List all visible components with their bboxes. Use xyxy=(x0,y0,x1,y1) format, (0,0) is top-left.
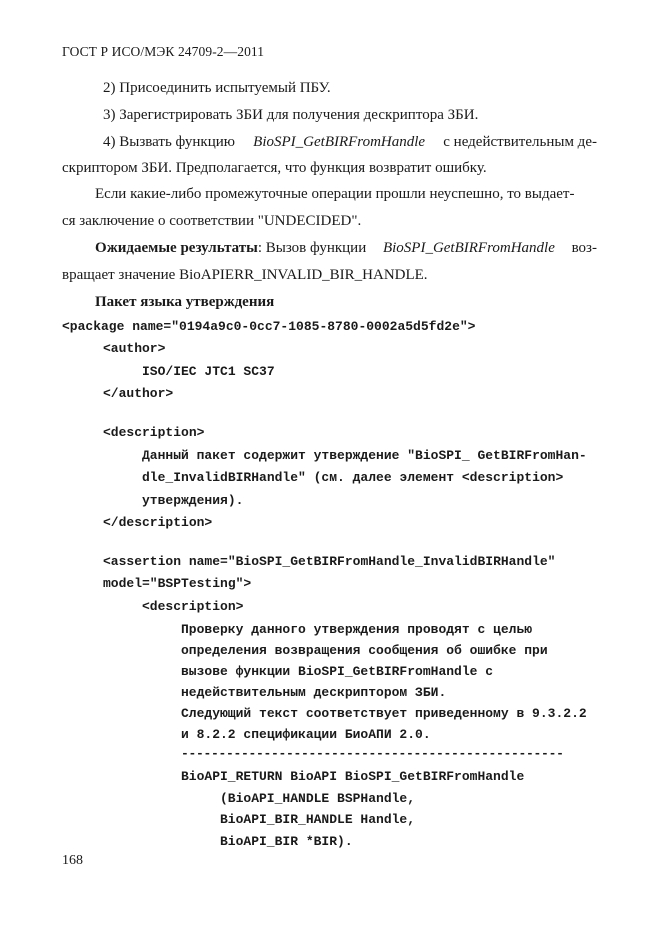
code-description-close: </description> xyxy=(103,515,213,530)
code-author-close: </author> xyxy=(103,386,174,401)
code-signature-line-2: (BioAPI_HANDLE BSPHandle, xyxy=(220,791,416,806)
code-author-value: ISO/IEC JTC1 SC37 xyxy=(142,364,275,379)
step-2: 2) Присоединить испытуемый ПБУ. xyxy=(103,80,331,96)
code-assertion-open: <assertion name="BioSPI_GetBIRFromHandle_InvalidBIRHandle" xyxy=(103,554,556,569)
expected-results-mid: : Вызов функции xyxy=(257,240,367,256)
code-separator-line: --------------------------------------------------- xyxy=(181,746,564,761)
code-assertion-model: model="BSPTesting"> xyxy=(103,576,252,591)
step-3: 3) Зарегистрировать ЗБИ для получения дескриптора ЗБИ. xyxy=(103,107,479,123)
code-author-open: <author> xyxy=(103,341,166,356)
code-description-line-2: dle_InvalidBIRHandle" (см. далее элемент <description> xyxy=(142,470,564,485)
expected-results-label: Ожидаемые результаты xyxy=(95,240,258,256)
expected-results-function: BioSPI_GetBIRFromHandle xyxy=(382,240,555,256)
step-4-suffix: с недействительным де- xyxy=(443,134,597,150)
step-4-line-2: скриптором ЗБИ. Предполагается, что функция возвратит ошибку. xyxy=(62,160,487,176)
code-assertion-text-3: вызове функции BioSPI_GetBIRFromHandle с xyxy=(181,664,494,679)
code-description-open: <description> xyxy=(103,425,205,440)
step-4-prefix: 4) Вызвать функцию xyxy=(103,134,235,150)
expected-results-line-2: вращает значение BioAPIERR_INVALID_BIR_HANDLE. xyxy=(62,267,428,283)
code-assertion-text-6: и 8.2.2 спецификации БиоАПИ 2.0. xyxy=(181,727,431,742)
code-assertion-text-2: определения возвращения сообщения об ошибке при xyxy=(181,643,548,658)
code-package-open: <package name="0194a9c0-0cc7-1085-8780-0002a5d5fd2e"> xyxy=(62,319,476,334)
code-signature-line-1: BioAPI_RETURN BioAPI BioSPI_GetBIRFromHandle xyxy=(181,769,525,784)
undecided-line-2: ся заключение о соответствии "UNDECIDED". xyxy=(62,213,362,229)
code-description-line-1: Данный пакет содержит утверждение "BioSPI_ GetBIRFromHan- xyxy=(142,448,587,463)
running-header: ГОСТ Р ИСО/МЭК 24709-2—2011 xyxy=(62,44,265,59)
code-assertion-text-4: недействительным дескриптором ЗБИ. xyxy=(181,685,447,700)
page-number: 168 xyxy=(62,853,83,868)
code-signature-line-3: BioAPI_BIR_HANDLE Handle, xyxy=(220,812,416,827)
expected-results-suffix: воз- xyxy=(571,240,597,256)
undecided-line-1: Если какие-либо промежуточные операции прошли неуспешно, то выдает- xyxy=(95,186,575,202)
step-4-function: BioSPI_GetBIRFromHandle xyxy=(253,134,426,150)
package-heading: Пакет языка утверждения xyxy=(95,294,275,310)
code-assertion-text-5: Следующий текст соответствует приведенному в 9.3.2.2 xyxy=(181,706,587,721)
code-description-line-3: утверждения). xyxy=(142,493,244,508)
expected-results-line-1 xyxy=(95,240,597,257)
code-signature-line-4: BioAPI_BIR *BIR). xyxy=(220,834,353,849)
step-4-line-1 xyxy=(103,134,597,151)
code-assertion-description-open: <description> xyxy=(142,599,244,614)
code-assertion-text-1: Проверку данного утверждения проводят с целью xyxy=(181,622,533,637)
